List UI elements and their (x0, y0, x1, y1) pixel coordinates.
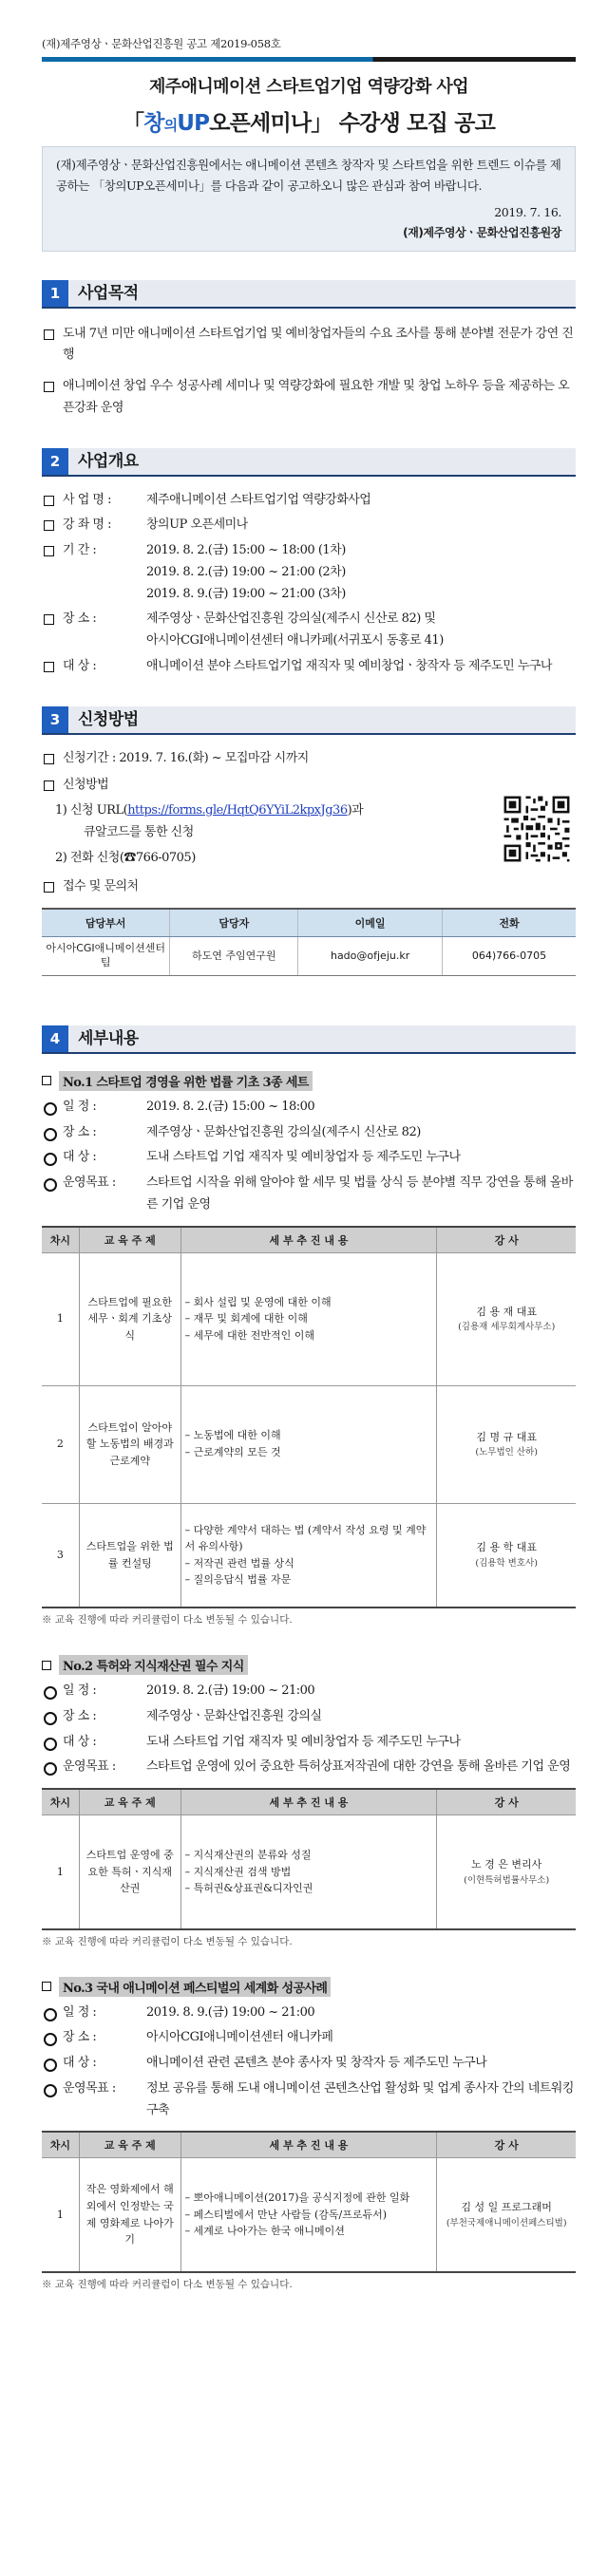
title-bracket: 「 (122, 111, 144, 136)
no1-s3-topic: 스타트업을 위한 법률 컨설팅 (79, 1503, 180, 1608)
lecturer-name: 김 용 재 대표 (476, 1305, 537, 1318)
list-item: – 뽀아애니메이션(2017)을 공식지정에 관한 일화 (185, 2190, 433, 2207)
section-2-header (42, 448, 576, 477)
no1-th-topic: 교 육 주 제 (79, 1227, 180, 1253)
no1-th-session: 차시 (42, 1227, 79, 1253)
s2-row-period (42, 540, 576, 605)
no1-s1-lecturer (437, 1252, 576, 1385)
no3-program-table (42, 2131, 576, 2273)
intro-box (42, 146, 576, 252)
s3-method-1-suffix: )과 (347, 803, 364, 818)
s1-bullet-1: 도내 7년 미만 애니메이션 스타트업기업 및 예비창업자들의 수요 조사를 통해 분야별 전문가 강연 진행 (42, 324, 576, 367)
no1-label: No.1 스타트업 경영을 위한 법률 기초 3종 세트 (59, 1071, 313, 1091)
s2-row-target (42, 656, 576, 678)
list-item: – 지식재산권 검색 방법 (185, 1864, 433, 1881)
contact-phone: 064)766-0705 (442, 937, 576, 976)
table-row (42, 2158, 576, 2272)
no1-s3-lecturer (437, 1503, 576, 1608)
table-row (42, 1252, 576, 1385)
no3-th-topic: 교 육 주 제 (79, 2132, 180, 2158)
no3-label: No.3 국내 애니메이션 페스티벌의 세계화 성공사례 (59, 1977, 331, 1997)
contact-header-phone: 전화 (442, 909, 576, 937)
list-item: – 저작권 관련 법률 상식 (185, 1555, 433, 1572)
s2-row-course (42, 515, 576, 536)
contact-dept: 아시아CGI애니메이션센터팀 (42, 937, 170, 976)
intro-text: (재)제주영상ㆍ문화산업진흥원에서는 애니메이션 콘텐츠 창작자 및 스타트업을 위한 트렌드 이슈를 제공하는 「창의UP오픈세미나」를 다음과 같이 공고하오니 많은 관심과 참여 바랍니다. (56, 158, 561, 193)
title-rest: 오픈세미나」 수강생 모집 공고 (209, 111, 496, 136)
section-4-title: 세부내용 (68, 1025, 576, 1052)
list-item: – 회사 설립 및 운영에 대한 이해 (185, 1294, 433, 1311)
contact-email[interactable]: hado@ofjeju.kr (298, 937, 443, 976)
section-1-header (42, 280, 576, 309)
no3-target-key: 대 상 : (63, 2056, 97, 2071)
list-item: – 세계로 나아가는 한국 애니메이션 (185, 2223, 433, 2240)
s2-target-key: 대 상 : (63, 658, 97, 673)
no2-place-key: 장 소 : (63, 1708, 97, 1723)
s2-name-key: 사 업 명 : (63, 492, 111, 507)
no1-s3-no: 3 (42, 1503, 79, 1608)
s2-course-key: 강 좌 명 : (63, 517, 111, 533)
contact-header-email: 이메일 (298, 909, 443, 937)
no1-s2-no: 2 (42, 1385, 79, 1503)
section-3-title: 신청방법 (68, 706, 576, 733)
section-1-number: 1 (42, 280, 68, 307)
s2-course-value: 창의UP 오픈세미나 (146, 517, 248, 533)
no3-th-content: 세 부 추 진 내 용 (180, 2132, 437, 2158)
no2-s1-items (180, 1815, 437, 1929)
no3-place-key: 장 소 : (63, 2030, 97, 2045)
section-1-title: 사업목적 (68, 280, 576, 307)
apply-url-link[interactable]: https://forms.gle/HqtQ6YYiL2kpxJg36 (127, 803, 348, 818)
square-bullet-icon (42, 1076, 51, 1085)
no3-row-place (42, 2027, 576, 2049)
no1-row-place (42, 1122, 576, 1144)
s1-bullet-2: 애니메이션 창업 우수 성공사례 세미나 및 역량강화에 필요한 개발 및 창업 노하우 등을 제공하는 오픈강좌 운영 (42, 376, 576, 420)
no1-s2-lecturer (437, 1385, 576, 1503)
lecturer-name: 김 성 일 프로그래머 (461, 2201, 552, 2214)
no3-date-key: 일 정 : (63, 2004, 97, 2020)
square-bullet-icon (42, 1982, 51, 1991)
square-bullet-icon (42, 1661, 51, 1670)
notice-number: (재)제주영상ㆍ문화산업진흥원 공고 제2019-058호 (42, 37, 281, 50)
no2-goal-key: 운영목표 : (63, 1759, 116, 1775)
table-row (42, 1503, 576, 1608)
no2-program-table (42, 1788, 576, 1930)
intro-org: (재)제주영상ㆍ문화산업진흥원장 (403, 225, 561, 239)
s2-period-value: 2019. 8. 2.(금) 15:00 ~ 18:00 (1차) (146, 543, 346, 558)
s3-period: 신청기간 : 2019. 7. 16.(화) ~ 모집마감 시까지 (42, 748, 576, 770)
table-row (42, 937, 576, 976)
title-line-1: 제주애니메이션 스타트업기업 역량강화 사업 (149, 77, 468, 97)
list-item: – 노동법에 대한 이해 (185, 1427, 433, 1444)
no3-s1-topic: 작은 영화제에서 해외에서 인정받는 국제 영화제로 나아가기 (79, 2158, 180, 2272)
s2-name-value: 제주애니메이션 스타트업기업 역량강화사업 (146, 492, 371, 507)
s2-period-key: 기 간 : (63, 543, 97, 558)
no3-target-value: 애니메이션 관련 콘텐츠 분야 종사자 및 창작자 등 제주도민 누구나 (146, 2056, 487, 2071)
list-item: – 질의응답식 법률 자문 (185, 1571, 433, 1589)
no3-date-value: 2019. 8. 9.(금) 19:00 ~ 21:00 (146, 2004, 315, 2020)
no2-goal-value: 스타트업 운영에 있어 중요한 특허상표저작권에 대한 강연을 통해 올바른 기업 운영 (146, 1759, 571, 1775)
contact-header-person: 담당자 (170, 909, 298, 937)
no1-date-value: 2019. 8. 2.(금) 15:00 ~ 18:00 (146, 1099, 315, 1114)
list-item: – 다양한 계약서 대하는 법 (계약서 작성 요령 및 계약서 유의사항) (185, 1522, 433, 1555)
no1-th-content: 세 부 추 진 내 용 (180, 1227, 437, 1253)
contact-table (42, 908, 576, 976)
section-3-header (42, 706, 576, 735)
no3-s1-lecturer (437, 2158, 576, 2272)
no2-target-key: 대 상 : (63, 1734, 97, 1749)
no2-th-lecturer: 강 사 (437, 1789, 576, 1815)
no2-row-goal (42, 1757, 576, 1778)
no1-place-value: 제주영상ㆍ문화산업진흥원 강의실(제주시 신산로 82) (146, 1124, 421, 1139)
no1-program-table (42, 1226, 576, 1609)
no1-s2-topic: 스타트업이 알아야 할 노동법의 배경과 근로계약 (79, 1385, 180, 1503)
no2-date-key: 일 정 : (63, 1683, 97, 1699)
list-item: – 특허권&상표권&디자인권 (185, 1880, 433, 1897)
s2-target-value: 애니메이션 분야 스타트업기업 재직자 및 예비창업ㆍ창작자 등 제주도민 누구나 (146, 658, 552, 673)
no1-s3-items (180, 1503, 437, 1608)
list-item: – 지식재산권의 분류와 성질 (185, 1847, 433, 1864)
section-4-number: 4 (42, 1025, 68, 1052)
s3-method-1-line2: 큐알코드를 통한 신청 (84, 824, 194, 839)
no2-label: No.2 특허와 지식재산권 필수 지식 (59, 1655, 248, 1675)
s3-method-label: 신청방법 (42, 775, 576, 797)
lecturer-name: 노 경 은 변리사 (471, 1857, 542, 1871)
lecturer-affil: (이현특허법률사무소) (464, 1874, 550, 1886)
no2-th-topic: 교 육 주 제 (79, 1789, 180, 1815)
lecturer-affil: (부천국제애니메이션페스티벌) (446, 2217, 567, 2228)
no1-s1-items (180, 1252, 437, 1385)
no1-header (42, 1071, 576, 1091)
title-up: UP (177, 111, 210, 136)
s3-apply-block (42, 748, 576, 870)
no1-date-key: 일 정 : (63, 1099, 97, 1114)
no2-header (42, 1655, 576, 1675)
s2-period-extra-1: 2019. 8. 2.(금) 19:00 ~ 21:00 (2차) (146, 564, 346, 579)
qr-code-icon[interactable] (502, 794, 572, 864)
section-2-title: 사업개요 (68, 448, 576, 475)
s3-method-1-prefix: 1) 신청 URL( (55, 803, 128, 818)
no2-target-value: 도내 스타트업 기업 재직자 및 예비창업자 등 제주도민 누구나 (146, 1734, 461, 1749)
title-line-2 (42, 105, 576, 137)
no3-place-value: 아시아CGI애니메이션센터 애니카페 (146, 2030, 333, 2045)
no2-row-target (42, 1732, 576, 1754)
title-cham: 창 (143, 111, 164, 136)
s2-place-value: 제주영상ㆍ문화산업진흥원 강의실(제주시 신산로 82) 및 (146, 611, 436, 627)
s2-place-key: 장 소 : (63, 611, 97, 627)
no3-s1-items (180, 2158, 437, 2272)
list-item: – 재무 및 회계에 대한 이해 (185, 1310, 433, 1327)
lecturer-name: 김 명 규 대표 (476, 1430, 537, 1443)
no2-th-content: 세 부 추 진 내 용 (180, 1789, 437, 1815)
no2-row-place (42, 1706, 576, 1728)
no3-row-goal (42, 2078, 576, 2122)
no2-place-value: 제주영상ㆍ문화산업진흥원 강의실 (146, 1708, 322, 1723)
no1-row-goal (42, 1173, 576, 1216)
no1-row-date (42, 1097, 576, 1119)
no1-target-key: 대 상 : (63, 1150, 97, 1165)
s3-contact-label: 접수 및 문의처 (42, 876, 576, 898)
section-2-number: 2 (42, 448, 68, 475)
no3-th-session: 차시 (42, 2132, 79, 2158)
no1-s1-topic: 스타트업에 필요한 세무ㆍ회계 기초상식 (79, 1252, 180, 1385)
no3-s1-no: 1 (42, 2158, 79, 2272)
list-item: – 근로계약의 모든 것 (185, 1444, 433, 1461)
no1-s2-items (180, 1385, 437, 1503)
lecturer-affil: (김용학 변호사) (475, 1558, 538, 1570)
s2-row-name (42, 490, 576, 512)
s3-method-2: 2) 전화 신청(☎766-0705) (55, 850, 196, 865)
no1-th-lecturer: 강 사 (437, 1227, 576, 1253)
lecturer-affil: (노무법인 산하) (475, 1447, 538, 1458)
list-item: – 페스티벌에서 만난 사람들 (감독/프로듀서) (185, 2207, 433, 2224)
title-ui: 의 (163, 117, 178, 134)
no2-note: ※ 교육 진행에 따라 커리큘럼이 다소 변동될 수 있습니다. (42, 1935, 293, 1947)
no2-s1-no: 1 (42, 1815, 79, 1929)
intro-date: 2019. 7. 16. (494, 204, 561, 219)
no1-row-target (42, 1147, 576, 1169)
table-row (42, 1815, 576, 1929)
no1-goal-key: 운영목표 : (63, 1175, 116, 1191)
lecturer-affil: (김용재 세무회계사무소) (458, 1322, 556, 1333)
contact-person: 하도연 주임연구원 (170, 937, 298, 976)
s2-row-place (42, 609, 576, 652)
no2-th-session: 차시 (42, 1789, 79, 1815)
no3-goal-key: 운영목표 : (63, 2080, 116, 2096)
no1-target-value: 도내 스타트업 기업 재직자 및 예비창업자 등 제주도민 누구나 (146, 1150, 461, 1165)
no1-note: ※ 교육 진행에 따라 커리큘럼이 다소 변동될 수 있습니다. (42, 1614, 293, 1626)
no3-header (42, 1977, 576, 1997)
no1-goal-value: 스타트업 시작을 위해 알아야 할 세무 및 법률 상식 등 분야별 직무 강연을 통해 올바른 기업 운영 (146, 1175, 573, 1212)
no2-s1-lecturer (437, 1815, 576, 1929)
contact-header-dept: 담당부서 (42, 909, 170, 937)
s2-place-extra: 아시아CGI애니메이션센터 애니카페(서귀포시 동홍로 41) (146, 633, 444, 649)
no3-note: ※ 교육 진행에 따라 커리큘럼이 다소 변동될 수 있습니다. (42, 2278, 293, 2290)
section-4-header (42, 1025, 576, 1054)
no1-s1-no: 1 (42, 1252, 79, 1385)
no2-s1-topic: 스타트업 운영에 중요한 특허ㆍ지식재산권 (79, 1815, 180, 1929)
no3-row-date (42, 2003, 576, 2024)
list-item: – 세무에 대한 전반적인 이해 (185, 1327, 433, 1344)
s2-period-extra-2: 2019. 8. 9.(금) 19:00 ~ 21:00 (3차) (146, 586, 346, 601)
table-row (42, 1385, 576, 1503)
lecturer-name: 김 용 학 대표 (476, 1541, 537, 1554)
no3-goal-value: 정보 공유를 통해 도내 애니메이션 콘텐츠산업 활성화 및 업계 종사자 간의 네트워킹 구축 (146, 2080, 574, 2117)
s3-method-1 (42, 800, 576, 822)
section-3-number: 3 (42, 706, 68, 733)
no3-th-lecturer: 강 사 (437, 2132, 576, 2158)
no2-date-value: 2019. 8. 2.(금) 19:00 ~ 21:00 (146, 1683, 315, 1699)
top-rule (42, 57, 576, 62)
no3-row-target (42, 2053, 576, 2075)
no1-place-key: 장 소 : (63, 1124, 97, 1139)
no2-row-date (42, 1681, 576, 1702)
